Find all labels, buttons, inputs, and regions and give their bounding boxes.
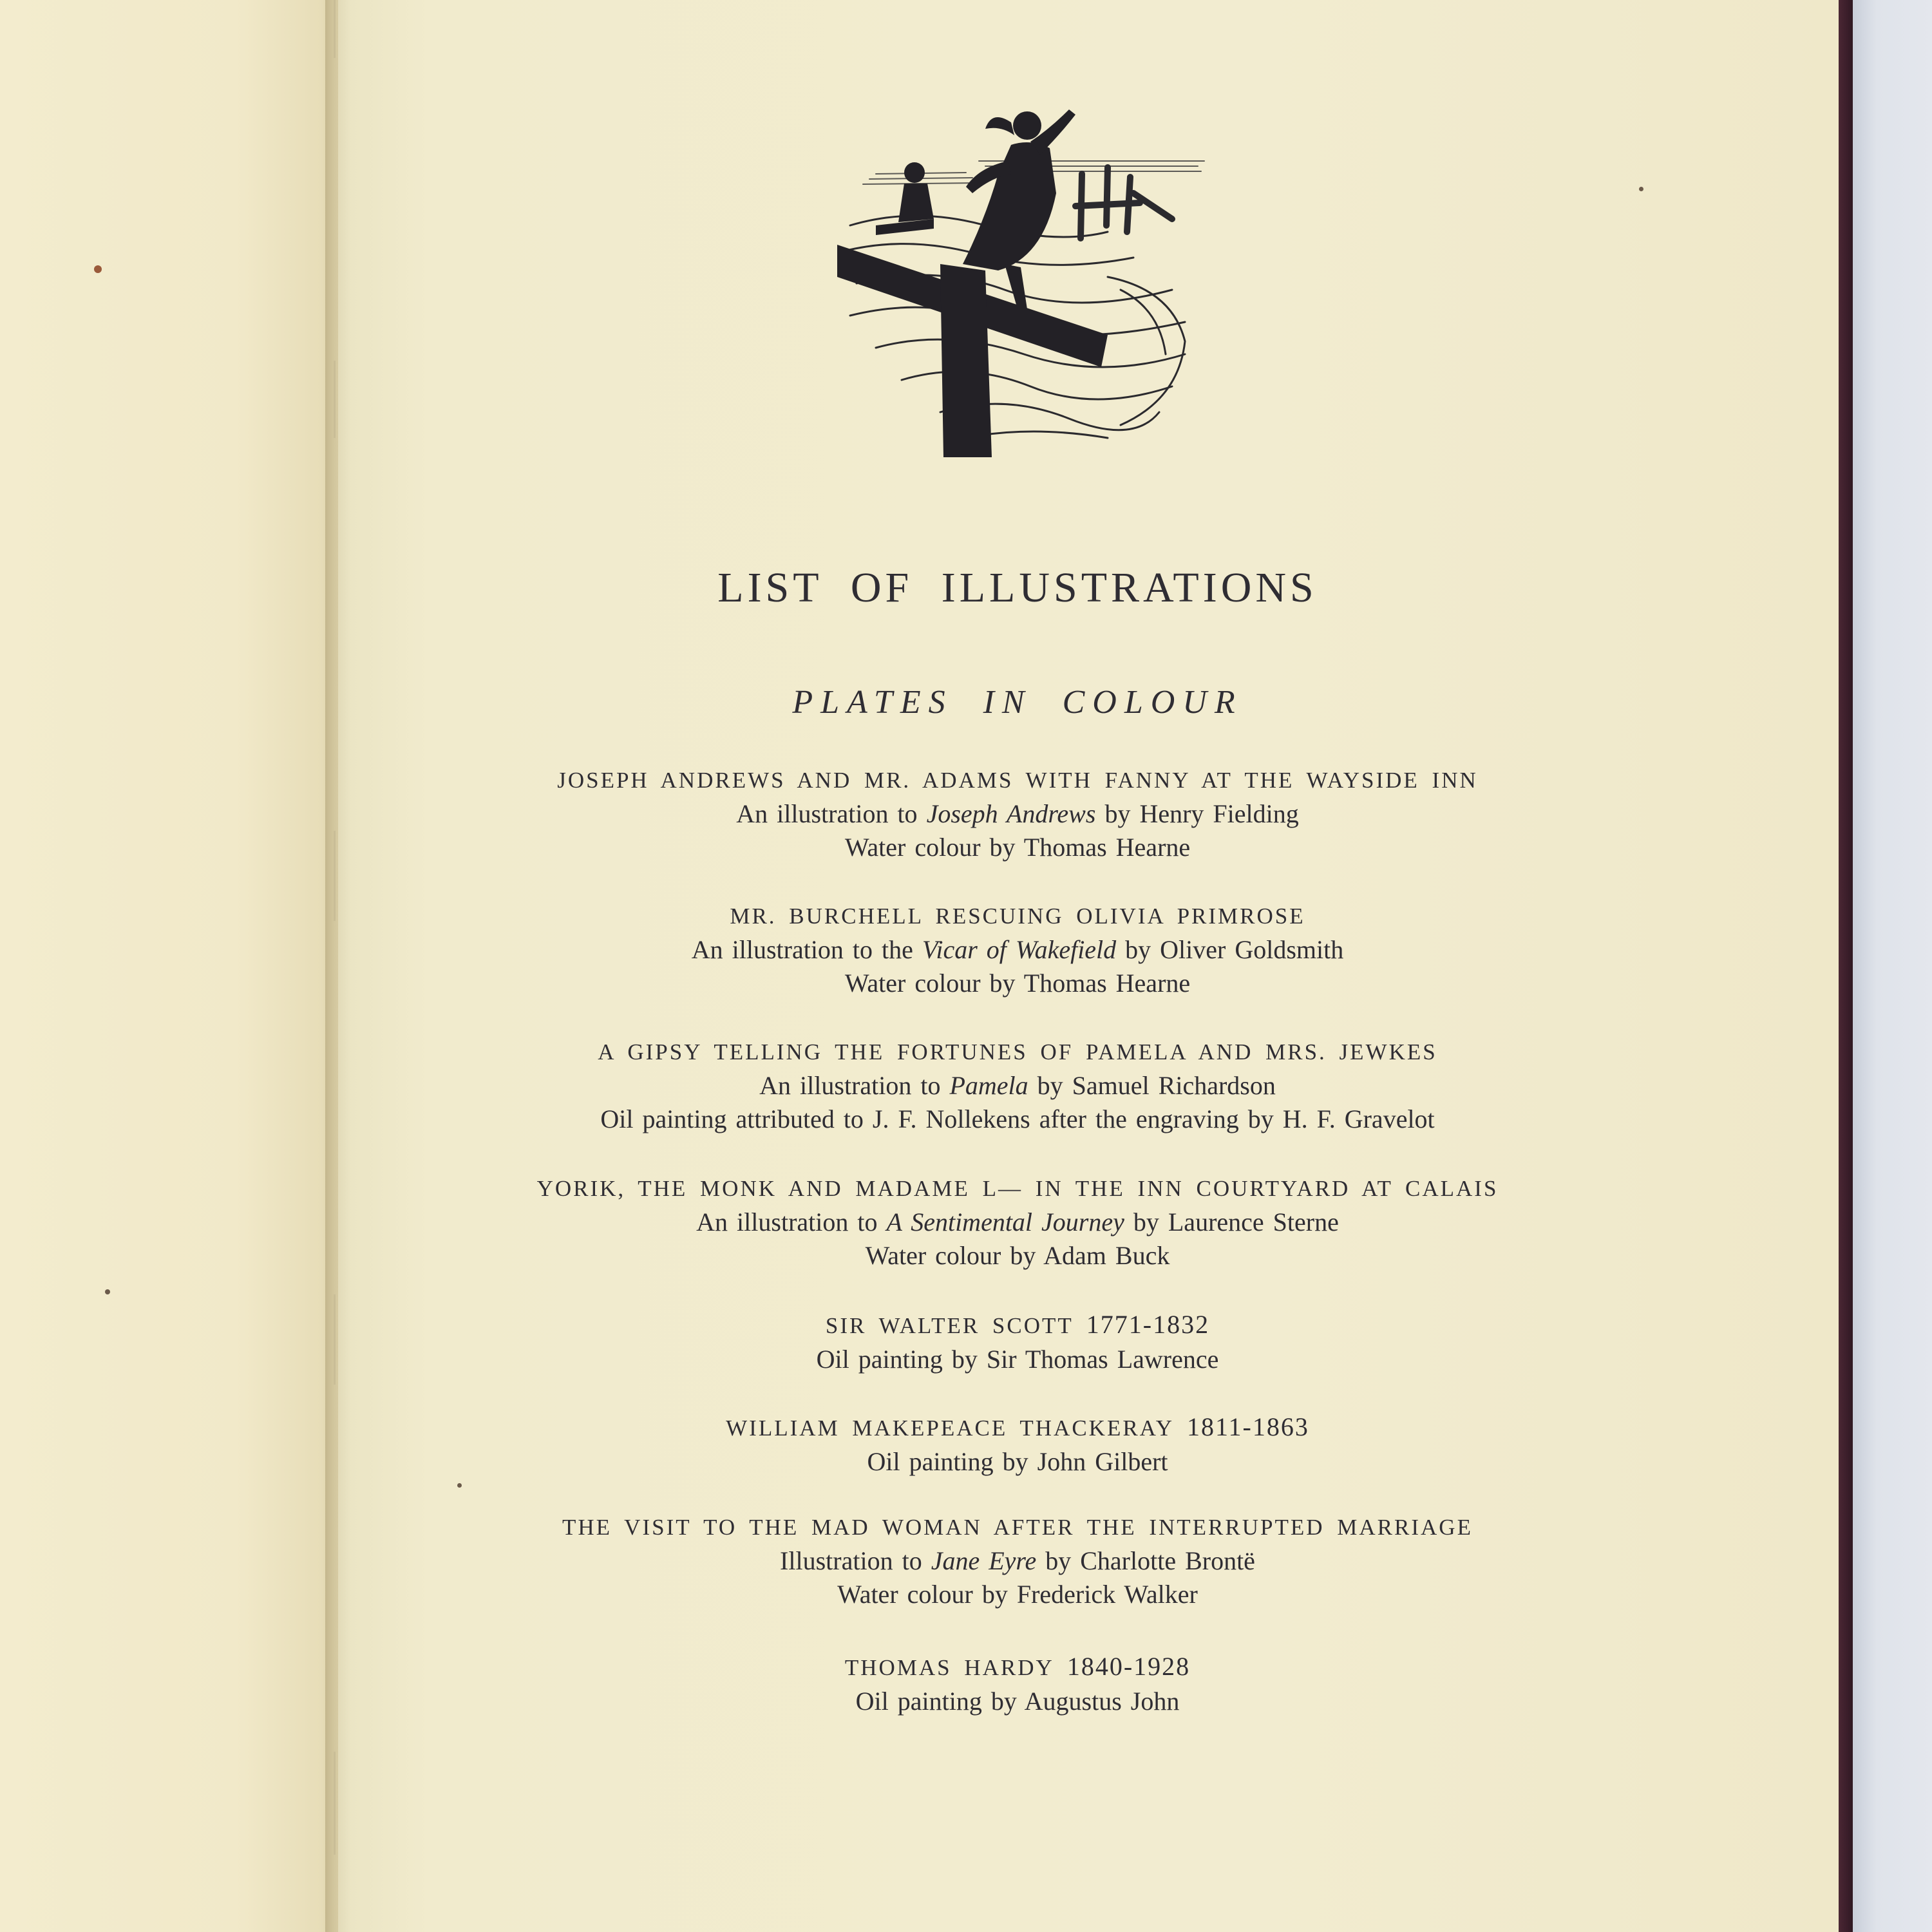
entry-dates: 1771-1832	[1086, 1310, 1210, 1339]
binding-stitch	[334, 361, 336, 438]
entry-medium: Water colour by Thomas Hearne	[844, 969, 1191, 998]
work-title: A Sentimental Journey	[886, 1208, 1124, 1236]
entry-medium: Water colour by Thomas Hearne	[844, 833, 1191, 862]
cover-edge	[1839, 0, 1853, 1932]
entry-dates: 1811-1863	[1187, 1412, 1309, 1441]
entry-medium: Water colour by Adam Buck	[865, 1241, 1170, 1270]
entry-title: SIR WALTER SCOTT 1771-1832	[825, 1310, 1210, 1339]
paper-speck	[457, 1483, 462, 1488]
entry-title: THE VISIT TO THE MAD WOMAN AFTER THE INTERRUPTED MARRIAGE	[562, 1515, 1473, 1540]
work-title: Joseph Andrews	[926, 799, 1096, 828]
entry-medium: Water colour by Frederick Walker	[837, 1580, 1198, 1609]
illustration-entry	[451, 1172, 1584, 1273]
illustration-entry	[451, 1410, 1584, 1479]
cover-background	[1853, 0, 1932, 1932]
entry-title: JOSEPH ANDREWS AND MR. ADAMS WITH FANNY AT THE WAYSIDE INN	[557, 768, 1478, 793]
work-title: Pamela	[949, 1071, 1028, 1100]
entry-source: An illustration to the Vicar of Wakefield by Oliver Goldsmith	[691, 935, 1344, 964]
illustration-entry	[451, 1308, 1584, 1376]
illustration-entry	[451, 764, 1584, 864]
illustration-entry	[451, 1511, 1584, 1611]
entry-title: MR. BURCHELL RESCUING OLIVIA PRIMROSE	[730, 904, 1305, 929]
work-title: Vicar of Wakefield	[922, 935, 1117, 964]
entry-medium: Oil painting by John Gilbert	[867, 1447, 1168, 1476]
left-page	[0, 0, 338, 1932]
entry-medium: Oil painting by Sir Thomas Lawrence	[816, 1345, 1219, 1374]
entry-medium: Oil painting by Augustus John	[855, 1687, 1180, 1716]
paper-speck	[1639, 187, 1643, 191]
entry-source: Illustration to Jane Eyre by Charlotte Brontë	[780, 1546, 1255, 1575]
page-title: LIST OF ILLUSTRATIONS	[717, 564, 1318, 611]
binding-stitch	[334, 1752, 336, 1855]
illustration-entry	[451, 900, 1584, 1000]
section-subtitle: PLATES IN COLOUR	[792, 684, 1243, 721]
entry-source: An illustration to Joseph Andrews by Henry Fielding	[736, 799, 1299, 828]
binding-stitch	[334, 0, 336, 58]
binding-stitch	[334, 1294, 336, 1385]
entry-dates: 1840-1928	[1066, 1652, 1191, 1681]
paper-speck	[94, 265, 102, 273]
entry-source: An illustration to Pamela by Samuel Richardson	[759, 1071, 1276, 1100]
paper-speck	[105, 1289, 110, 1294]
engraving-vignette-icon	[837, 97, 1217, 464]
entry-title: THOMAS HARDY 1840-1928	[844, 1652, 1191, 1681]
binding-stitch	[334, 831, 336, 921]
illustration-entry	[451, 1650, 1584, 1718]
entry-title: YORIK, THE MONK AND MADAME L— IN THE INN COURTYARD AT CALAIS	[536, 1176, 1499, 1201]
entry-source: An illustration to A Sentimental Journey by Laurence Sterne	[696, 1208, 1339, 1236]
work-title: Jane Eyre	[931, 1546, 1037, 1575]
entry-title: A GIPSY TELLING THE FORTUNES OF PAMELA AND MRS. JEWKES	[598, 1039, 1437, 1065]
entry-medium: Oil painting attributed to J. F. Nollekens after the engraving by H. F. Gravelot	[600, 1104, 1435, 1133]
page-gutter	[325, 0, 351, 1932]
illustration-entry	[451, 1036, 1584, 1136]
entry-title: WILLIAM MAKEPEACE THACKERAY 1811-1863	[726, 1412, 1309, 1441]
